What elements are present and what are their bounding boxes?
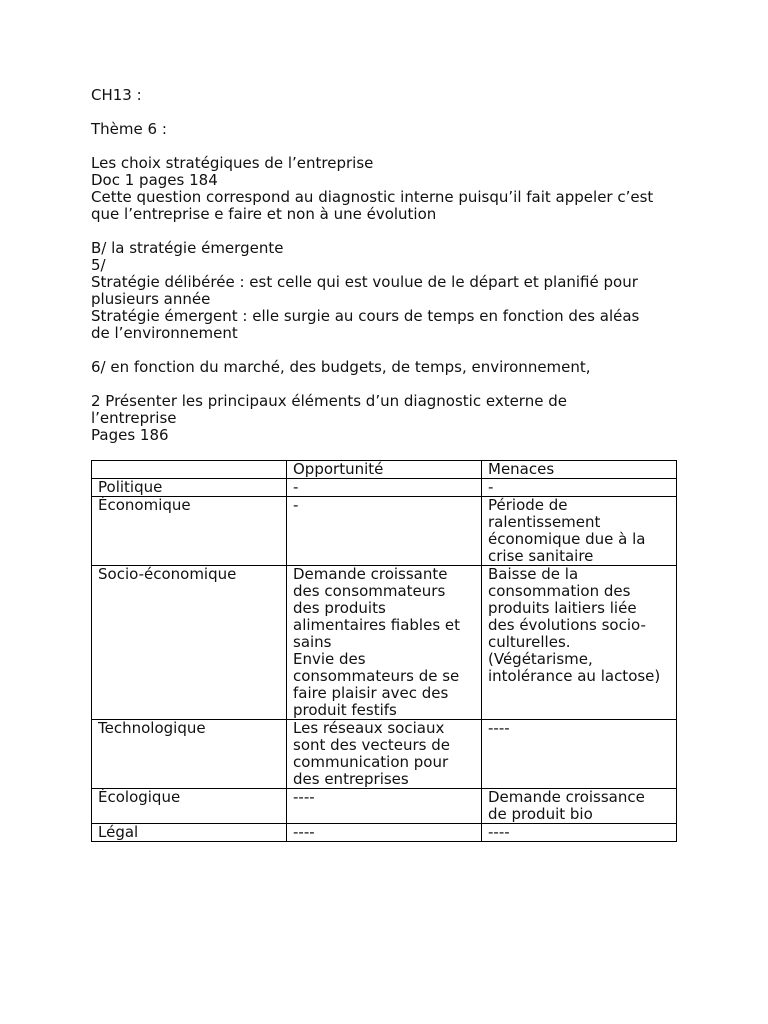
text-line: Stratégie émergent : elle surgie au cours de temps en fonction des aléas <box>91 307 640 325</box>
table-cell: Socio-économique <box>92 566 287 720</box>
text-line: Les choix stratégiques de l’entreprise <box>91 154 374 172</box>
text-line: Thème 6 : <box>91 120 167 138</box>
table-cell: Les réseaux sociaux sont des vecteurs de communication pour des entreprises <box>287 720 482 789</box>
text-line: Cette question correspond au diagnostic interne puisqu’il fait appeler c’est <box>91 188 654 206</box>
table-cell: Technologique <box>92 720 287 789</box>
paragraph <box>91 393 691 444</box>
table-cell: - <box>287 497 482 566</box>
text-line: l’entreprise <box>91 409 177 427</box>
table-row <box>92 720 677 789</box>
text-line: CH13 : <box>91 86 142 104</box>
table-cell: - <box>482 479 677 497</box>
paragraph <box>91 359 691 376</box>
table-row <box>92 566 677 720</box>
table-cell: Politique <box>92 479 287 497</box>
table-cell: Demande croissance de produit bio <box>482 789 677 824</box>
document-text <box>91 87 691 461</box>
table-row <box>92 479 677 497</box>
table-row <box>92 497 677 566</box>
table-row <box>92 789 677 824</box>
table-row <box>92 824 677 842</box>
table-cell: Économique <box>92 497 287 566</box>
table-cell: Demande croissante des consommateurs des produits alimentaires fiables et sains Envie des consommateurs de se faire plaisir avec des produit festifs <box>287 566 482 720</box>
text-line: 5/ <box>91 256 106 274</box>
text-line: Pages 186 <box>91 426 169 444</box>
pestel-table <box>91 460 677 842</box>
text-line: que l’entreprise e faire et non à une évolution <box>91 205 437 223</box>
table-cell: ---- <box>287 824 482 842</box>
text-line: Stratégie délibérée : est celle qui est voulue de le départ et planifié pour <box>91 273 638 291</box>
paragraph <box>91 121 691 138</box>
text-line: 2 Présenter les principaux éléments d’un diagnostic externe de <box>91 392 567 410</box>
paragraph <box>91 240 691 342</box>
table-cell: Période de ralentissement économique due à la crise sanitaire <box>482 497 677 566</box>
table-cell: ---- <box>482 824 677 842</box>
table-cell: ---- <box>287 789 482 824</box>
text-line: de l’environnement <box>91 324 238 342</box>
paragraph <box>91 87 691 104</box>
table-cell: ---- <box>482 720 677 789</box>
table-cell: - <box>287 479 482 497</box>
text-line: B/ la stratégie émergente <box>91 239 284 257</box>
text-line: plusieurs année <box>91 290 211 308</box>
table-header-row <box>92 461 677 479</box>
paragraph <box>91 155 691 223</box>
header-cell <box>92 461 287 479</box>
header-cell: Menaces <box>482 461 677 479</box>
text-line: 6/ en fonction du marché, des budgets, de temps, environnement, <box>91 358 591 376</box>
table-cell: Baisse de la consommation des produits laitiers liée des évolutions socio- culturelles. (Végétarisme, intolérance au lactose) <box>482 566 677 720</box>
text-line: Doc 1 pages 184 <box>91 171 218 189</box>
table-cell: Écologique <box>92 789 287 824</box>
header-cell: Opportunité <box>287 461 482 479</box>
table-cell: Légal <box>92 824 287 842</box>
